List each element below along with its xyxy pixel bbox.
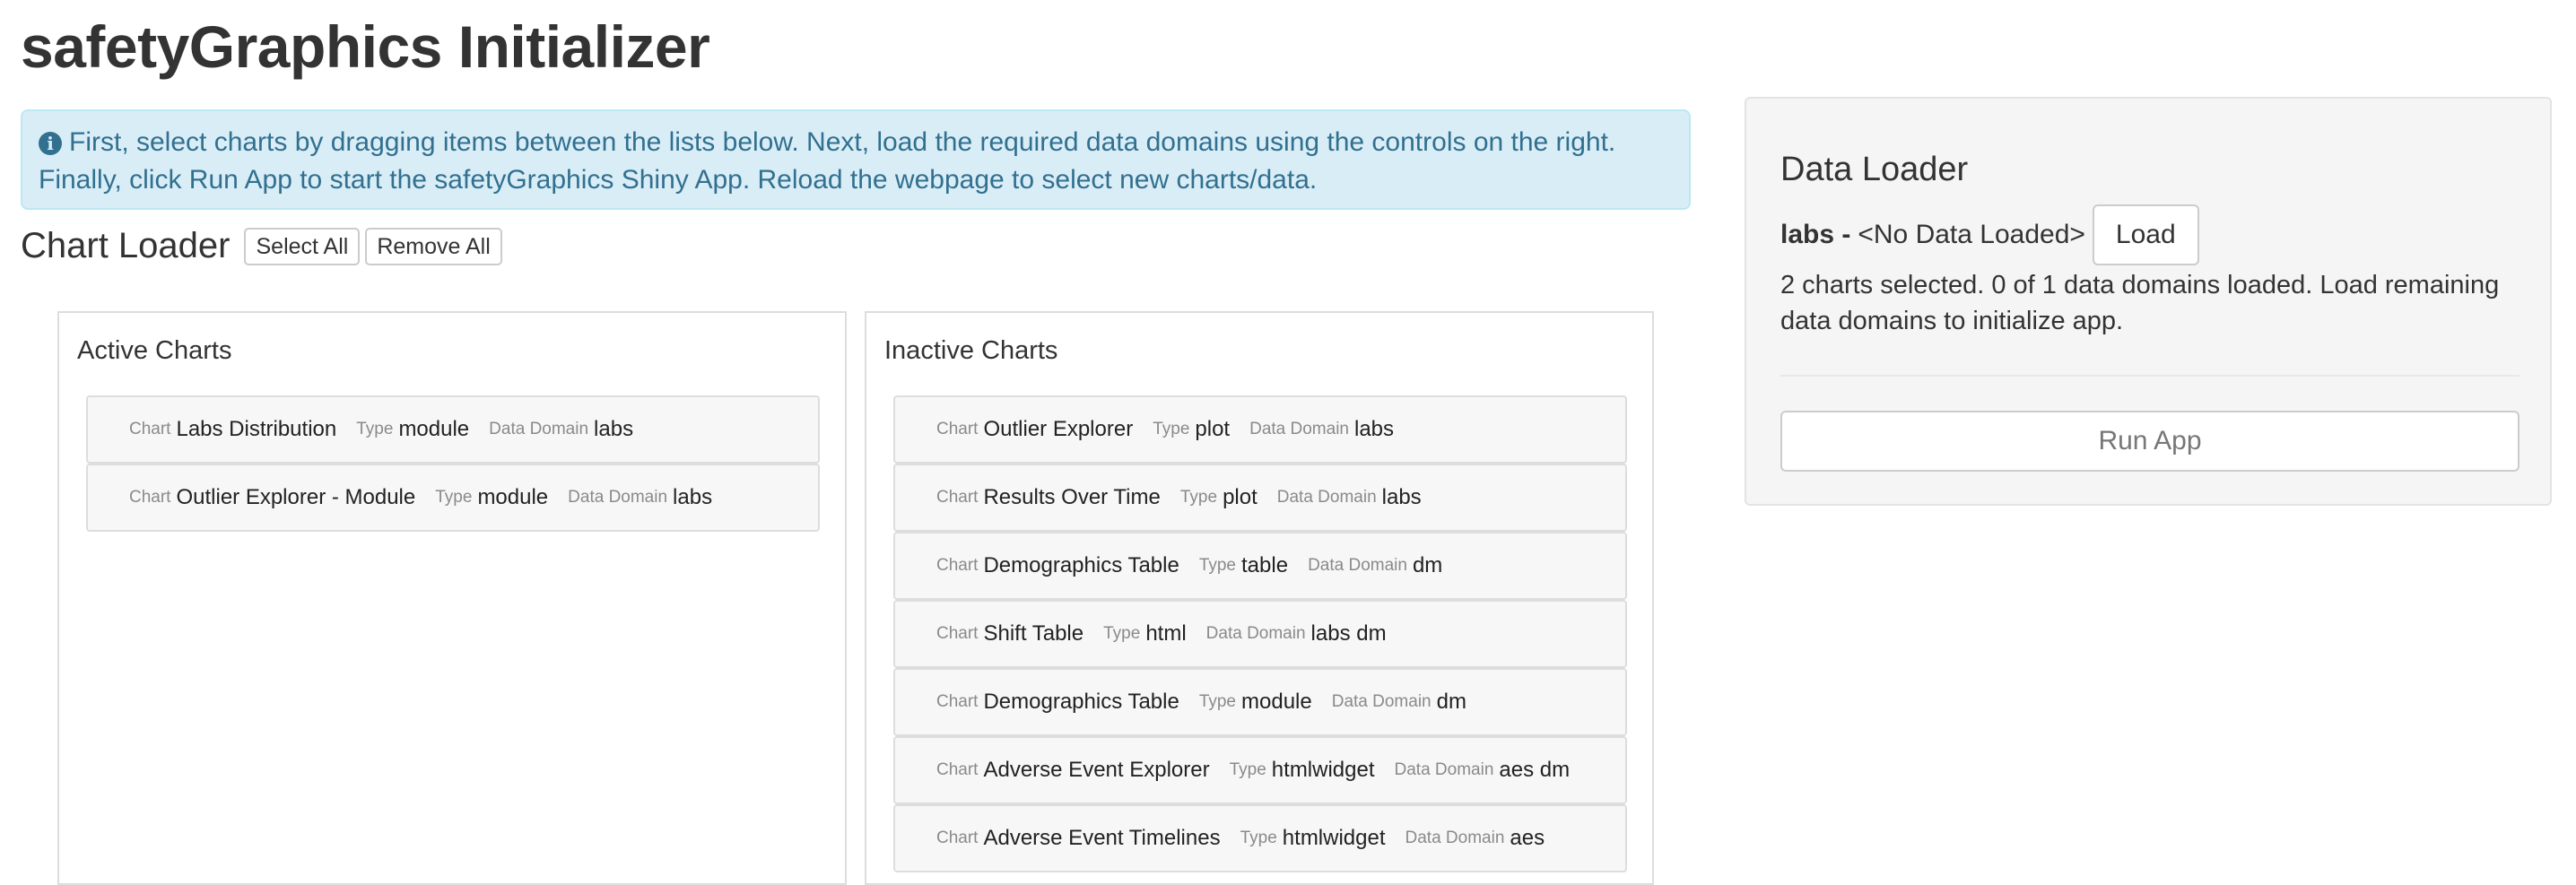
- type-label: Type: [1153, 420, 1190, 438]
- chart-name: Outlier Explorer - Module: [176, 485, 416, 509]
- chart-domain: labs: [1381, 485, 1422, 509]
- chart-item[interactable]: [893, 804, 1627, 872]
- inactive-charts-list[interactable]: [893, 395, 1627, 872]
- chart-item[interactable]: [893, 668, 1627, 736]
- chart-item[interactable]: [86, 395, 820, 464]
- chart-domain: aes dm: [1499, 758, 1571, 782]
- chart-item[interactable]: [893, 600, 1627, 668]
- info-alert: [21, 109, 1691, 210]
- chart-item[interactable]: [893, 532, 1627, 600]
- type-label: Type: [1198, 556, 1237, 575]
- chart-type: htmlwidget: [1271, 758, 1375, 782]
- load-button[interactable]: Load: [2093, 204, 2199, 265]
- domain-label: Data Domain: [1205, 624, 1306, 643]
- domain-label: Data Domain: [1276, 488, 1377, 507]
- chart-domain: labs: [1354, 417, 1395, 441]
- chart-name: Labs Distribution: [176, 417, 337, 441]
- active-charts-panel: [57, 311, 847, 885]
- chart-type: table: [1241, 553, 1289, 577]
- page-title: safetyGraphics Initializer: [21, 13, 710, 80]
- active-charts-title: Active Charts: [77, 336, 232, 365]
- remove-all-button[interactable]: Remove All: [365, 228, 501, 265]
- domain-label: Data Domain: [1308, 556, 1407, 575]
- inactive-charts-title: Inactive Charts: [884, 336, 1058, 365]
- chart-type: htmlwidget: [1282, 826, 1386, 850]
- chart-type: module: [398, 417, 470, 441]
- chart-label: Chart: [936, 760, 979, 779]
- chart-type: module: [1241, 690, 1312, 714]
- chart-type: plot: [1223, 485, 1258, 509]
- alert-text: First, select charts by dragging items between the lists below. Next, load the required data domains using the controls on the right. Finally, click Run App to start the safetyGraphics Shiny App. Reload the webpage to select new charts/data.: [39, 127, 1616, 195]
- chart-type: module: [477, 485, 549, 509]
- chart-item[interactable]: [893, 736, 1627, 804]
- type-label: Type: [1198, 692, 1237, 711]
- type-label: Type: [1179, 488, 1218, 507]
- domain-name: labs -: [1780, 220, 1851, 249]
- chart-label: Chart: [129, 420, 171, 438]
- chart-item[interactable]: [893, 464, 1627, 532]
- type-label: Type: [1229, 760, 1266, 779]
- chart-name: Results Over Time: [983, 485, 1161, 509]
- chart-domain: labs: [594, 417, 634, 441]
- chart-label: Chart: [936, 488, 979, 507]
- chart-domain: dm: [1436, 690, 1466, 714]
- type-label: Type: [356, 420, 394, 438]
- chart-domain: labs: [673, 485, 713, 509]
- chart-label: Chart: [936, 624, 979, 643]
- chart-loader-heading: [21, 226, 502, 266]
- chart-type: html: [1145, 621, 1187, 646]
- chart-name: Outlier Explorer: [983, 417, 1134, 441]
- domain-row-labs: [1780, 204, 2199, 265]
- chart-label: Chart: [936, 420, 979, 438]
- inactive-charts-panel: [865, 311, 1654, 885]
- domain-status: <No Data Loaded>: [1858, 220, 2085, 249]
- chart-name: Demographics Table: [983, 553, 1179, 577]
- chart-label: Chart: [936, 556, 979, 575]
- domain-label: Data Domain: [1405, 829, 1505, 847]
- domain-label: Data Domain: [1331, 692, 1432, 711]
- run-app-button[interactable]: Run App: [1780, 411, 2519, 472]
- domain-label: Data Domain: [568, 488, 668, 507]
- domain-label: Data Domain: [1249, 420, 1349, 438]
- chart-label: Chart: [129, 488, 171, 507]
- domain-label: Data Domain: [489, 420, 589, 438]
- chart-label: Chart: [936, 692, 979, 711]
- type-label: Type: [1103, 624, 1141, 643]
- chart-loader-title: Chart Loader: [21, 226, 231, 265]
- chart-name: Adverse Event Timelines: [983, 826, 1221, 850]
- chart-item[interactable]: [86, 464, 820, 532]
- type-label: Type: [435, 488, 473, 507]
- active-charts-list[interactable]: [86, 395, 820, 532]
- select-all-button[interactable]: Select All: [244, 228, 360, 265]
- domain-label: Data Domain: [1394, 760, 1494, 779]
- status-message: 2 charts selected. 0 of 1 data domains loaded. Load remaining data domains to initialize app.: [1780, 271, 2500, 335]
- type-label: Type: [1240, 829, 1277, 847]
- chart-name: Shift Table: [983, 621, 1084, 646]
- chart-domain: labs dm: [1310, 621, 1387, 646]
- chart-label: Chart: [936, 829, 979, 847]
- data-loader-panel: [1745, 97, 2552, 506]
- chart-name: Demographics Table: [983, 690, 1179, 714]
- data-loader-title: Data Loader: [1780, 151, 1969, 188]
- chart-name: Adverse Event Explorer: [983, 758, 1210, 782]
- chart-domain: dm: [1412, 553, 1443, 577]
- chart-item[interactable]: [893, 395, 1627, 464]
- divider: [1780, 375, 2519, 377]
- chart-domain: aes: [1510, 826, 1545, 850]
- chart-type: plot: [1195, 417, 1231, 441]
- info-icon: i: [39, 132, 62, 155]
